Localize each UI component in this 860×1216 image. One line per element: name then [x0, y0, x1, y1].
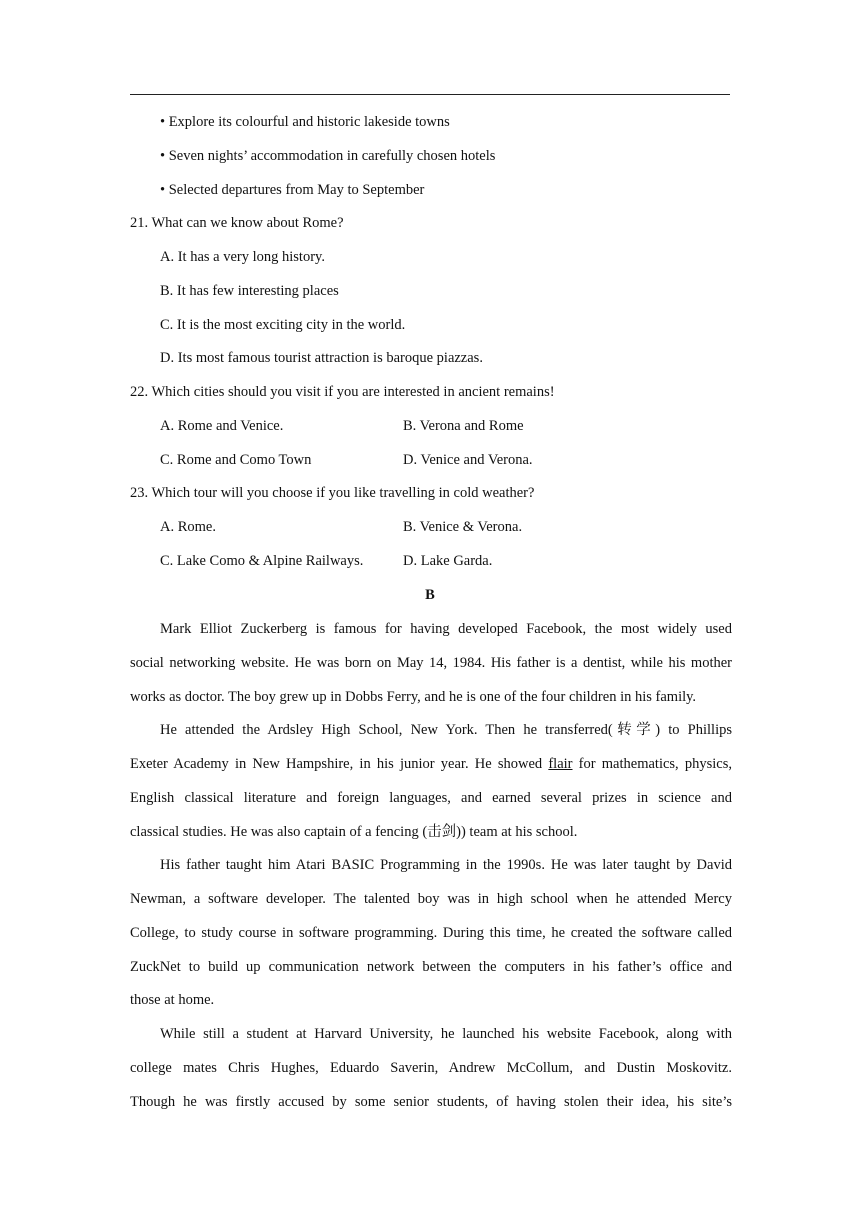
passage-line: ZuckNet to build up communication network between the computers in his father’s office and	[130, 959, 732, 975]
bullet-item: • Selected departures from May to September	[160, 182, 425, 198]
passage-line: College, to study course in software programming. During this time, he created the software called	[130, 925, 732, 941]
question-21-option-d: D. Its most famous tourist attraction is baroque piazzas.	[160, 350, 483, 366]
passage-text: for mathematics, physics,	[572, 756, 732, 772]
bullet-item: • Seven nights’ accommodation in carefully chosen hotels	[160, 148, 496, 164]
question-22-option-a: A. Rome and Venice.	[160, 418, 284, 434]
header-rule	[130, 94, 730, 95]
underlined-word-flair: flair	[548, 756, 573, 772]
question-21-option-c: C. It is the most exciting city in the world.	[160, 317, 406, 333]
passage-line: While still a student at Harvard University, he launched his website Facebook, along with	[160, 1026, 732, 1042]
passage-text: Exeter Academy in New Hampshire, in his junior year. He showed	[130, 756, 549, 772]
passage-line: works as doctor. The boy grew up in Dobbs Ferry, and he is one of the four children in his family.	[130, 689, 697, 705]
question-23-option-a: A. Rome.	[160, 519, 216, 535]
passage-line: English classical literature and foreign languages, and earned several prizes in science and	[130, 790, 732, 806]
passage-line: those at home.	[130, 992, 215, 1008]
question-23-option-b: B. Venice & Verona.	[403, 519, 523, 535]
passage-line: Mark Elliot Zuckerberg is famous for having developed Facebook, the most widely used	[160, 621, 732, 637]
question-22-option-b: B. Verona and Rome	[403, 418, 524, 434]
bullet-item: • Explore its colourful and historic lakeside towns	[160, 114, 450, 130]
question-22-option-d: D. Venice and Verona.	[403, 452, 533, 468]
question-23-option-d: D. Lake Garda.	[403, 553, 493, 569]
passage-line: college mates Chris Hughes, Eduardo Saverin, Andrew McCollum, and Dustin Moskovitz.	[130, 1060, 732, 1076]
question-21-option-b: B. It has few interesting places	[160, 283, 339, 299]
section-title: B	[425, 587, 435, 603]
question-21-option-a: A. It has a very long history.	[160, 249, 325, 265]
passage-line: social networking website. He was born on May 14, 1984. His father is a dentist, while his mother	[130, 655, 732, 671]
passage-line: Newman, a software developer. The talented boy was in high school when he attended Mercy	[130, 891, 732, 907]
question-22-option-c: C. Rome and Como Town	[160, 452, 312, 468]
question-22-stem: 22. Which cities should you visit if you are interested in ancient remains!	[130, 384, 555, 400]
passage-line: His father taught him Atari BASIC Programming in the 1990s. He was later taught by David	[160, 857, 732, 873]
question-23-stem: 23. Which tour will you choose if you like travelling in cold weather?	[130, 485, 535, 501]
passage-line: He attended the Ardsley High School, New York. Then he transferred(转学) to Phillips	[160, 722, 732, 738]
question-23-option-c: C. Lake Como & Alpine Railways.	[160, 553, 364, 569]
question-21-stem: 21. What can we know about Rome?	[130, 215, 344, 231]
passage-line: Though he was firstly accused by some senior students, of having stolen their idea, his site’s	[130, 1094, 732, 1110]
passage-line: classical studies. He was also captain of a fencing (击剑)) team at his school.	[130, 824, 578, 840]
passage-line	[130, 754, 732, 774]
